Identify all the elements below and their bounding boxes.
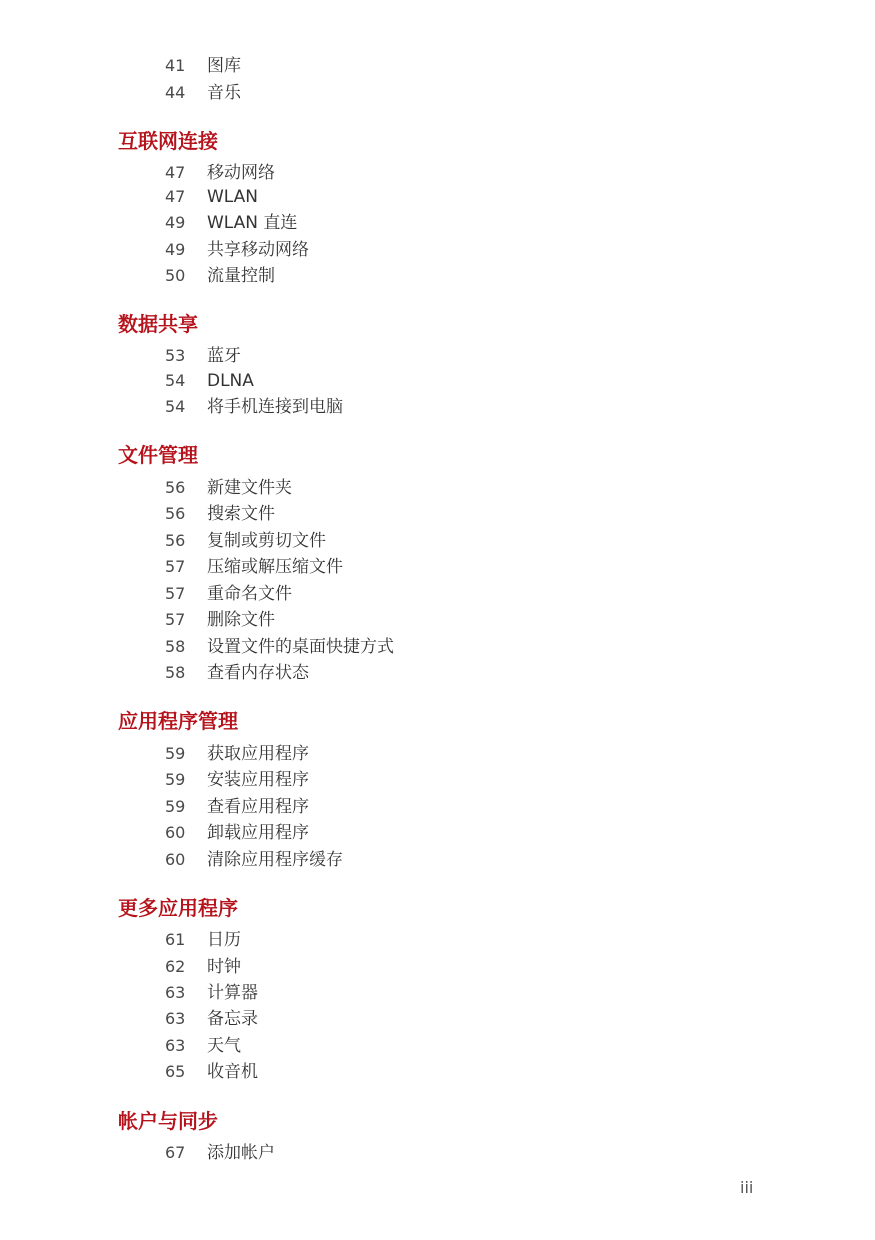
toc-entry-title: 图库 bbox=[207, 56, 241, 76]
section-heading: 帐户与同步 bbox=[118, 1109, 218, 1133]
toc-entry-title: 收音机 bbox=[207, 1062, 258, 1082]
toc-page-number: 54 bbox=[165, 397, 186, 416]
toc-page-number: 59 bbox=[165, 744, 186, 763]
section-heading: 数据共享 bbox=[118, 312, 198, 336]
section-heading: 文件管理 bbox=[118, 443, 198, 467]
toc-page-number: 67 bbox=[165, 1143, 186, 1162]
toc-page-number: 49 bbox=[165, 213, 186, 232]
toc-page-number: 59 bbox=[165, 770, 186, 789]
toc-entry-title: 蓝牙 bbox=[207, 346, 241, 366]
toc-entry-title: WLAN bbox=[207, 187, 259, 207]
toc-page-number: 61 bbox=[165, 930, 186, 949]
toc-entry-title: 将手机连接到电脑 bbox=[207, 397, 343, 417]
toc-entry-title: 获取应用程序 bbox=[207, 744, 309, 764]
toc-page-number: 47 bbox=[165, 163, 186, 182]
toc-entry-title: 搜索文件 bbox=[207, 504, 275, 524]
toc-entry-title: 流量控制 bbox=[207, 266, 275, 286]
toc-page-number: 62 bbox=[165, 957, 186, 976]
toc-entry-title: 删除文件 bbox=[207, 610, 275, 630]
toc-entry-title: 天气 bbox=[207, 1036, 241, 1056]
toc-entry-title: 共享移动网络 bbox=[207, 240, 309, 260]
toc-page-number: 44 bbox=[165, 83, 186, 102]
toc-entry-title: 压缩或解压缩文件 bbox=[207, 557, 343, 577]
toc-entry-title: 清除应用程序缓存 bbox=[207, 850, 343, 870]
toc-page-number: 57 bbox=[165, 584, 186, 603]
toc-page-number: 63 bbox=[165, 983, 186, 1002]
toc-page-number: 56 bbox=[165, 504, 186, 523]
toc-entry-title: 音乐 bbox=[207, 83, 241, 103]
footer-page-number: iii bbox=[740, 1178, 754, 1197]
toc-entry-title: 移动网络 bbox=[207, 163, 275, 183]
toc-entry-title: 卸载应用程序 bbox=[207, 823, 309, 843]
toc-page-number: 50 bbox=[165, 266, 186, 285]
toc-page-number: 63 bbox=[165, 1009, 186, 1028]
toc-page-number: 57 bbox=[165, 610, 186, 629]
toc-page-number: 63 bbox=[165, 1036, 186, 1055]
toc-entry-title: DLNA bbox=[207, 371, 254, 391]
toc-page-number: 56 bbox=[165, 478, 186, 497]
toc-page-number: 49 bbox=[165, 240, 186, 259]
toc-entry-title: WLAN 直连 bbox=[207, 213, 298, 233]
section-heading: 应用程序管理 bbox=[118, 709, 238, 733]
toc-page-number: 53 bbox=[165, 346, 186, 365]
toc-entry-title: 时钟 bbox=[207, 957, 241, 977]
toc-entry-title: 安装应用程序 bbox=[207, 770, 309, 790]
toc-entry-title: 查看内存状态 bbox=[207, 663, 309, 683]
section-heading: 互联网连接 bbox=[118, 129, 218, 153]
toc-entry-title: 新建文件夹 bbox=[207, 478, 292, 498]
section-heading: 更多应用程序 bbox=[118, 896, 238, 920]
toc-entry-title: 重命名文件 bbox=[207, 584, 292, 604]
toc-page-number: 60 bbox=[165, 850, 186, 869]
toc-page-number: 56 bbox=[165, 531, 186, 550]
toc-entry-title: 日历 bbox=[207, 930, 241, 950]
toc-entry-title: 添加帐户 bbox=[207, 1143, 275, 1163]
toc-entry-title: 备忘录 bbox=[207, 1009, 258, 1029]
toc-page-number: 47 bbox=[165, 187, 186, 206]
toc-page-number: 41 bbox=[165, 56, 186, 75]
toc-page-number: 54 bbox=[165, 371, 186, 390]
toc-entry-title: 计算器 bbox=[207, 983, 258, 1003]
toc-page-number: 60 bbox=[165, 823, 186, 842]
toc-page-number: 58 bbox=[165, 663, 186, 682]
toc-entry-title: 设置文件的桌面快捷方式 bbox=[207, 637, 394, 657]
toc-page-number: 58 bbox=[165, 637, 186, 656]
toc-entry-title: 查看应用程序 bbox=[207, 797, 309, 817]
toc-entry-title: 复制或剪切文件 bbox=[207, 531, 326, 551]
toc-page-number: 65 bbox=[165, 1062, 186, 1081]
toc-page-number: 59 bbox=[165, 797, 186, 816]
toc-page-number: 57 bbox=[165, 557, 186, 576]
